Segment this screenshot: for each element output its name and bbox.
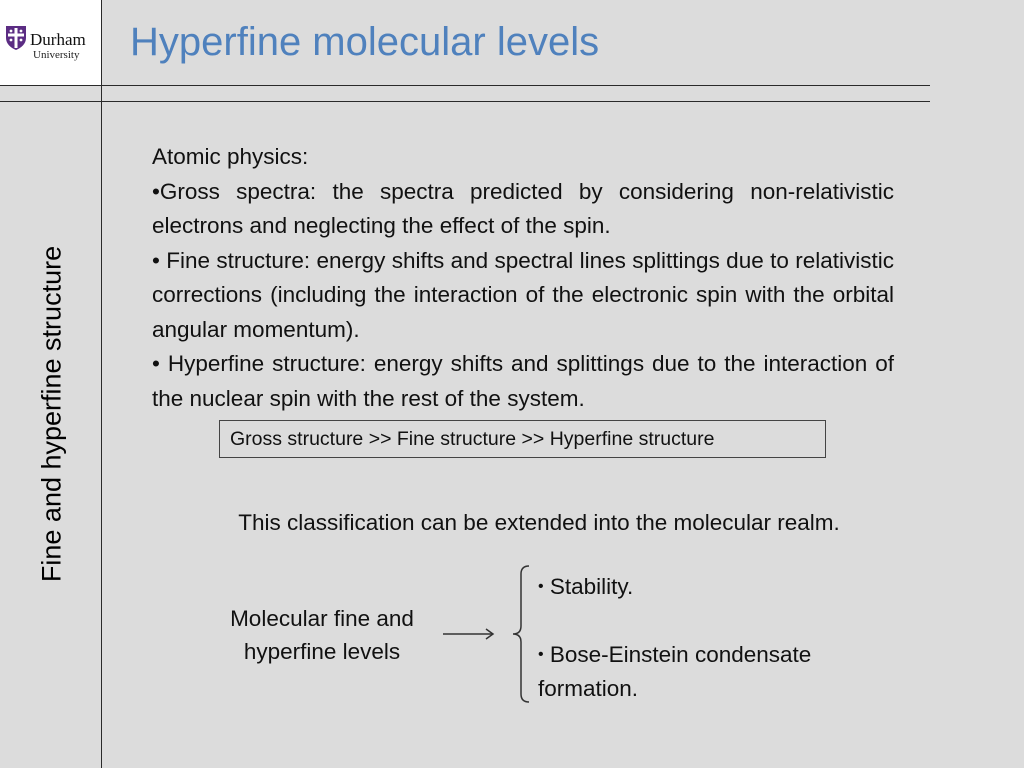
bullet-bec-formation: Bose-Einstein condensate formation. (538, 642, 812, 701)
summary-box: Gross structure >> Fine structure >> Hyperfine structure (219, 420, 826, 458)
logo-panel (0, 0, 102, 86)
header-divider-top (0, 85, 930, 86)
classification-text: This classification can be extended into the molecular realm. (238, 510, 840, 535)
molecular-levels-label: Molecular fine and hyperfine levels (230, 606, 414, 664)
logo-subtitle: University (33, 49, 80, 61)
bullet-dot: • (538, 578, 544, 595)
bullet-fine-structure: • Fine structure: energy shifts and spectral lines splittings due to relativistic corrections (including the interaction of the electronic spin with the orbital angular momentum). (152, 247, 894, 342)
bullet-gross-spectra: •Gross spectra: the spectra predicted by considering non-relativistic electrons and neglecting the effect of the spin. (152, 178, 894, 238)
logo-name: Durham (30, 30, 86, 49)
list-item (538, 638, 878, 706)
list-item (538, 570, 878, 604)
side-title: Fine and hyperfine structure (36, 245, 67, 583)
main-content (152, 140, 894, 416)
bullet-hyperfine-structure: • Hyperfine structure: energy shifts and splittings due to the interaction of the nuclear spin with the rest of the system. (152, 351, 894, 411)
header-divider-bottom (0, 101, 930, 102)
content-heading: Atomic physics: (152, 144, 309, 169)
bullet-dot: • (538, 646, 544, 663)
bullet-stability: Stability. (549, 574, 634, 599)
molecular-bullet-list (538, 570, 878, 706)
university-shield-icon (5, 25, 27, 51)
slide-title: Hyperfine molecular levels (130, 20, 600, 64)
left-divider (101, 0, 102, 768)
arrow-bracket-connector (440, 562, 540, 708)
